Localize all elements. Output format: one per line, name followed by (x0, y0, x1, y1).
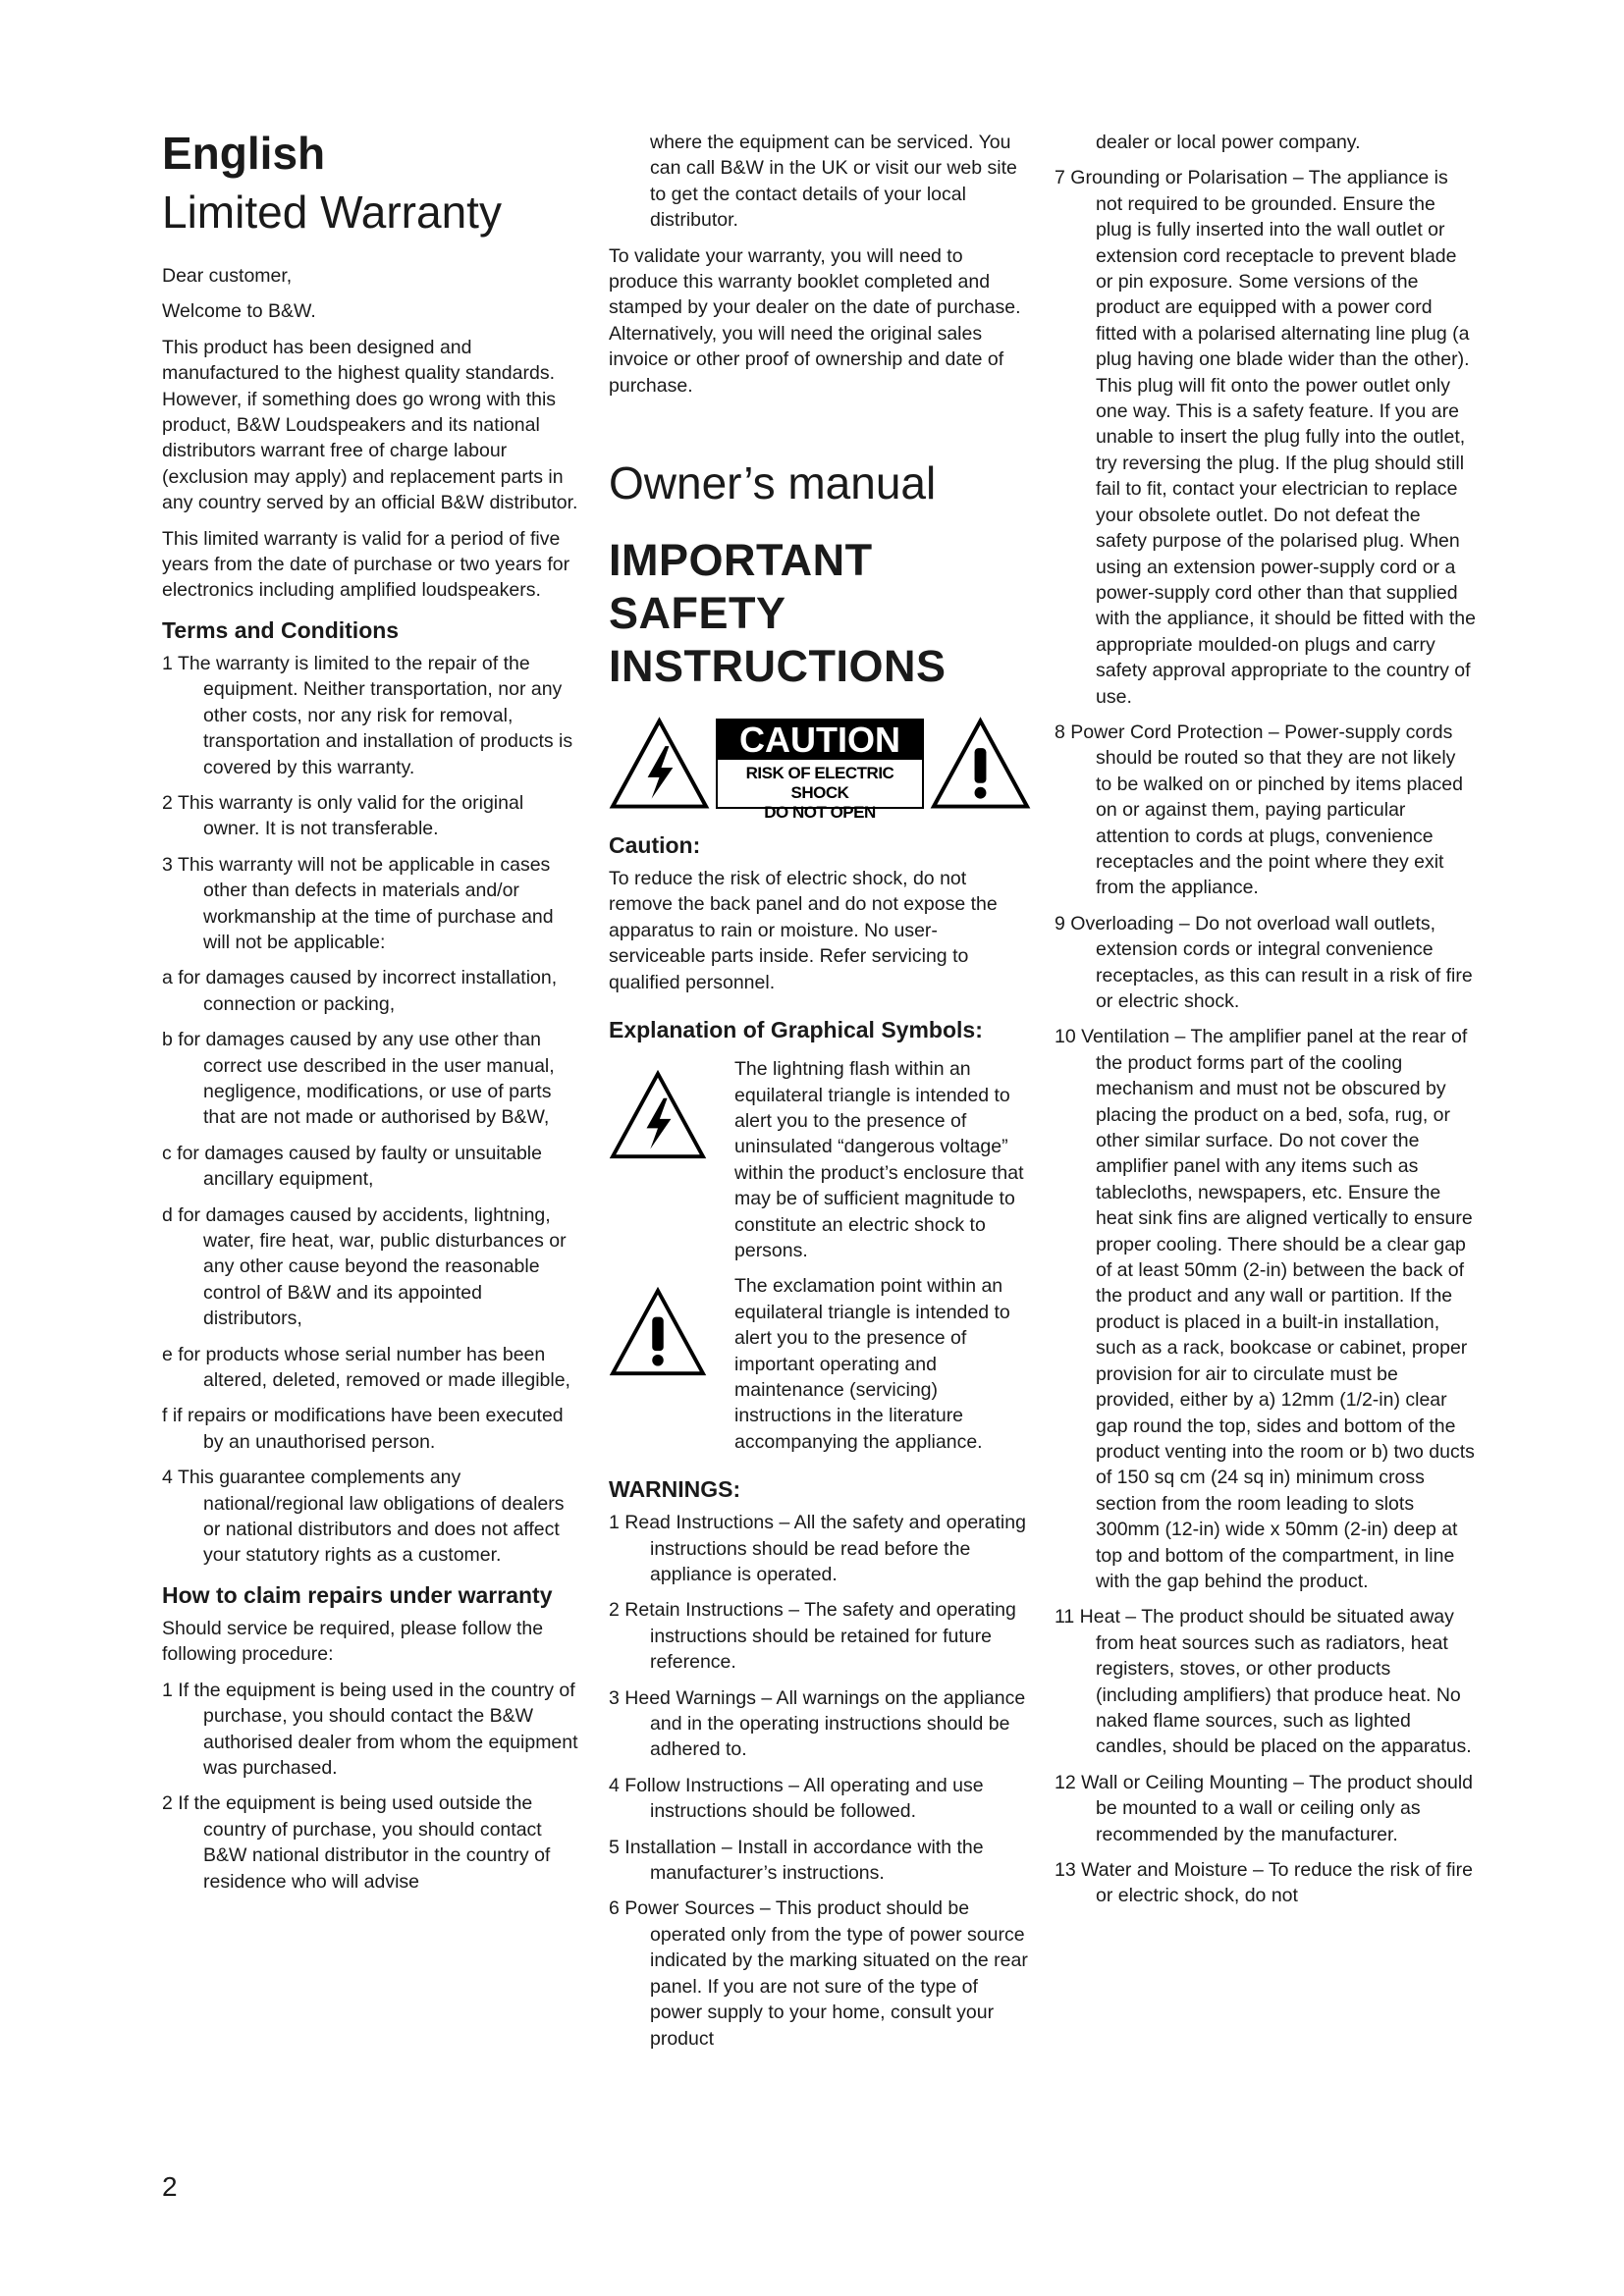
warning-item: 8 Power Cord Protection – Power-supply cords should be routed so that they are not likely to be walked on or pinched by items placed on or against them, paying particular attention to cords at plugs, convenience receptacles and the point where they exit from the appliance. (1055, 721, 1463, 899)
lightning-symbol-text: The lightning flash within an equilateral triangle is intended to alert you to the presence of uninsulated “dangerous voltage” within the product’s enclosure that may be of sufficient magnitude to constitute an electric shock to persons. (734, 1058, 1024, 1261)
warning-item: 4 Follow Instructions – All operating and use instructions should be followed. (609, 1774, 984, 1823)
terms-item: 4 This guarantee complements any national/regional law obligations of dealers or national distributors and does not affect your statutory rights as a customer. (162, 1467, 565, 1567)
warning-item: 10 Ventilation – The amplifier panel at the rear of the product forms part of the cooling mechanism and must not be obscured by placing the product on a bed, sofa, rug, or other similar surface. Do not cover the amplifier panel with any items such as tablecloths, newspapers, etc. Ensure the heat sink fins are aligned vertically to ensure proper cooling. There should be a clear gap of at least 50mm (2-in) between the back of the product and any wall or partition. If the product is placed in a built-in installation, such as a rack, bookcase or cabinet, proper provision for air to circulate must be provided, either by a) 12mm (1/2-in) clear gap round the top, sides and bottom of the product venting into the room or b) two ducts of 150 sq cm (24 sq in) minimum cross section from the room leading to slots 300mm (12-in) wide x 50mm (2-in) deep at top and bottom of the compartment, in line with the gap behind the product. (1055, 1026, 1475, 1592)
page-number: 2 (162, 2171, 178, 2202)
exclamation-triangle-icon (609, 1287, 707, 1377)
language-heading: English (162, 128, 326, 179)
column-right (1055, 130, 1477, 1919)
owners-manual-title: Owner’s manual (609, 457, 937, 509)
caution-heading: Caution: (609, 832, 701, 859)
intro-greeting: Dear customer, (162, 265, 293, 287)
warning-item: 2 Retain Instructions – The safety and operating instructions should be retained for future reference. (609, 1599, 1016, 1674)
terms-item: 3 This warranty will not be applicable in cases other than defects in materials and/or workmanship at the time of purchase and will not be applicable: (162, 853, 554, 953)
warning-item: 1 Read Instructions – All the safety and operating instructions should be read before the appliance is operated. (609, 1512, 1026, 1585)
caution-box (716, 719, 924, 823)
claim-heading: How to claim repairs under warranty (162, 1581, 553, 1608)
terms-item: f if repairs or modifications have been executed by an unauthorised person. (162, 1405, 564, 1453)
symbols-heading: Explanation of Graphical Symbols: (609, 1017, 983, 1043)
terms-item: a for damages caused by incorrect installation, connection or packing, (162, 967, 558, 1015)
terms-item: 2 This warranty is only valid for the original owner. It is not transferable. (162, 791, 524, 840)
claim-intro: Should service be required, please follow the following procedure: (162, 1617, 544, 1666)
terms-item: 1 The warranty is limited to the repair of the equipment. Neither transportation, nor any other costs, nor any risk for removal, transportation and installation of products is covered by this warranty. (162, 652, 573, 778)
warranty-title: Limited Warranty (162, 187, 502, 238)
warning-item: 3 Heed Warnings – All warnings on the appliance and in the operating instructions should be adhered to. (609, 1686, 1026, 1761)
exclamation-symbol-row (609, 1273, 1031, 1455)
exclamation-symbol-text: The exclamation point within an equilateral triangle is intended to alert you to the presence of important operating and maintenance (servicing) instructions in the literature accompanying the appliance. (734, 1275, 1010, 1453)
warning-item: 13 Water and Moisture – To reduce the risk of fire or electric shock, do not (1055, 1859, 1473, 1907)
intro-welcome: Welcome to B&W. (162, 300, 316, 323)
safety-instructions-title: IMPORTANT SAFETY INSTRUCTIONS (609, 535, 947, 692)
lightning-triangle-icon (609, 1070, 707, 1160)
terms-item: b for damages caused by any use other than correct use described in the user manual, negligence, modifications, or use of parts that are not made or authorised by B&W, (162, 1029, 555, 1129)
exclamation-triangle-icon (930, 717, 1031, 811)
caution-box-label: CAUTION (718, 721, 922, 760)
caution-box-sub: RISK OF ELECTRIC SHOCK DO NOT OPEN (745, 764, 894, 823)
caution-text: To reduce the risk of electric shock, do not remove the back panel and do not expose the apparatus to rain or moisture. No user-serviceable parts inside. Refer servicing to qualified personnel. (609, 868, 998, 993)
terms-item: e for products whose serial number has been altered, deleted, removed or made illegible, (162, 1343, 570, 1392)
claim-item: 1 If the equipment is being used in the country of purchase, you should contact the B&W authorised dealer from whom the equipment was purchased. (162, 1679, 578, 1779)
warning-item: 9 Overloading – Do not overload wall outlets, extension cords or integral convenience receptacles, as this can result in a risk of fire or electric shock. (1055, 912, 1473, 1012)
column-left (162, 126, 584, 1904)
column-middle (609, 130, 1031, 2061)
warning-item: 7 Grounding or Polarisation – The appliance is not required to be grounded. Ensure the plug is fully inserted into the wall outlet or extension cord receptacle to prevent blade or pin exposure. Some versions of the product are equipped with a power cord fitted with a polarised alternating line plug (a plug having one blade wider than the other). This plug will fit onto the power outlet only one way. This is a safety feature. If you are unable to insert the plug fully into the outlet, try reversing the plug. If the plug should still fail to fit, contact your electrician to replace your obsolete outlet. Do not defeat the safety purpose of the polarised plug. When using an extension power-supply cord or a power-supply cord other than that supplied with the appliance, it should be fitted with the appropriate moulded-on plugs and carry safety approval appropriate to the country of use. (1055, 167, 1476, 708)
warnings-heading: WARNINGS: (609, 1476, 741, 1503)
lightning-triangle-icon (609, 717, 710, 811)
warning-item: 6 Power Sources – This product should be operated only from the type of power source indicated by the marking situated on the rear panel. If you are not sure of the type of power supply to your home, consult your product (609, 1897, 1028, 2050)
terms-item: d for damages caused by accidents, lightning, water, fire heat, war, public disturbances or any other cause beyond the reasonable control of B&W and its appointed distributors, (162, 1203, 567, 1330)
validate-paragraph: To validate your warranty, you will need to produce this warranty booklet completed and stamped by your dealer on the date of purchase. Alternatively, you will need the original sales invoice or other proof of ownership and date of purchase. (609, 244, 1021, 397)
warning-continuation: dealer or local power company. (1096, 132, 1361, 153)
terms-item: c for damages caused by faulty or unsuitable ancillary equipment, (162, 1142, 542, 1191)
intro-validity: This limited warranty is valid for a period of five years from the date of purchase or two years for electronics including amplified loudspeakers. (162, 527, 570, 602)
caution-label-graphic (609, 709, 1031, 823)
intro-paragraph: This product has been designed and manufactured to the highest quality standards. However, if something does go wrong with this product, B&W Loudspeakers and its national distributors warrant free of charge labour (exclusion may apply) and replacement parts in any country served by an official B&W distributor. (162, 336, 578, 514)
lightning-symbol-row (609, 1056, 1031, 1263)
terms-heading: Terms and Conditions (162, 616, 400, 643)
claim-item: 2 If the equipment is being used outside the country of purchase, you should contact B&W national distributor in the country of residence who will advise (162, 1792, 551, 1893)
warning-item: 5 Installation – Install in accordance with the manufacturer’s instructions. (609, 1836, 984, 1885)
warning-item: 11 Heat – The product should be situated away from heat sources such as radiators, heat registers, stoves, or other products (including amplifiers) that produce heat. No naked flame sources, such as lighted candles, should be placed on the apparatus. (1055, 1606, 1472, 1758)
warning-item: 12 Wall or Ceiling Mounting – The product should be mounted to a wall or ceiling only as recommended by the manufacturer. (1055, 1771, 1474, 1845)
claim-continuation: where the equipment can be serviced. You can call B&W in the UK or visit our web site to get the contact details of your local distributor. (650, 132, 1017, 232)
